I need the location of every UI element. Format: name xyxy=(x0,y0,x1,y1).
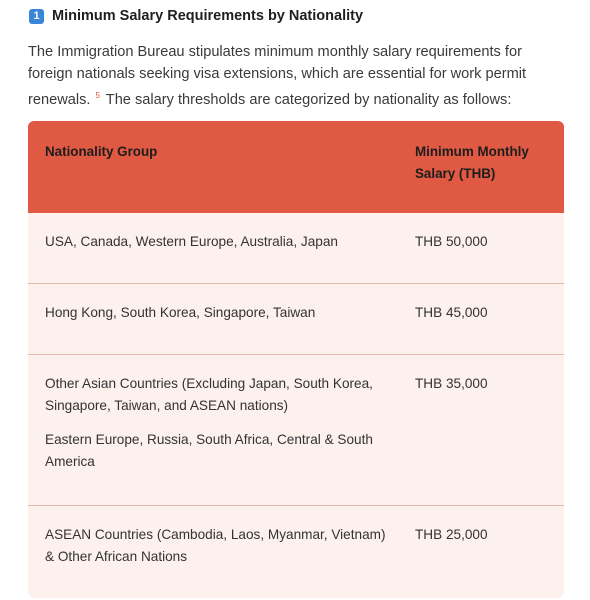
salary-table xyxy=(28,121,564,598)
footnote-link[interactable]: 5 xyxy=(95,91,100,100)
cell-salary: THB 35,000 xyxy=(415,376,488,391)
group-text: USA, Canada, Western Europe, Australia, Japan xyxy=(45,234,338,249)
cell-nationality-group xyxy=(45,524,395,568)
section-title: Minimum Salary Requirements by Nationality xyxy=(52,8,364,24)
group-text: ASEAN Countries (Cambodia, Laos, Myanmar, Vietnam) & Other African Nations xyxy=(45,527,386,564)
group-text: Eastern Europe, Russia, South Africa, Central & South America xyxy=(45,432,373,469)
intro-text-continued: The salary thresholds are categorized by nationality as follows: xyxy=(105,91,512,108)
table-row xyxy=(28,355,564,506)
group-text: Other Asian Countries (Excluding Japan, South Korea, Singapore, Taiwan, and ASEAN nations) xyxy=(45,376,373,413)
table-header xyxy=(28,121,564,213)
section-header xyxy=(29,8,363,24)
table-row xyxy=(28,506,564,598)
group-text: Hong Kong, South Korea, Singapore, Taiwan xyxy=(45,305,316,320)
cell-salary: THB 45,000 xyxy=(415,305,488,320)
cell-salary: THB 25,000 xyxy=(415,527,488,542)
header-nationality-group: Nationality Group xyxy=(45,144,158,159)
header-minimum-salary: Minimum Monthly Salary (THB) xyxy=(415,144,529,181)
cell-salary: THB 50,000 xyxy=(415,234,488,249)
table-row xyxy=(28,213,564,284)
cell-nationality-group xyxy=(45,302,395,324)
keycap-number-icon: 1 xyxy=(29,9,44,24)
intro-paragraph xyxy=(28,41,558,111)
table-row xyxy=(28,284,564,355)
intro-text: The Immigration Bureau stipulates minimum monthly salary requirements for foreign nationals seeking visa extensions, which are essential for work permit renewals. xyxy=(28,44,527,108)
cell-nationality-group xyxy=(45,231,395,253)
cell-nationality-group xyxy=(45,373,395,473)
